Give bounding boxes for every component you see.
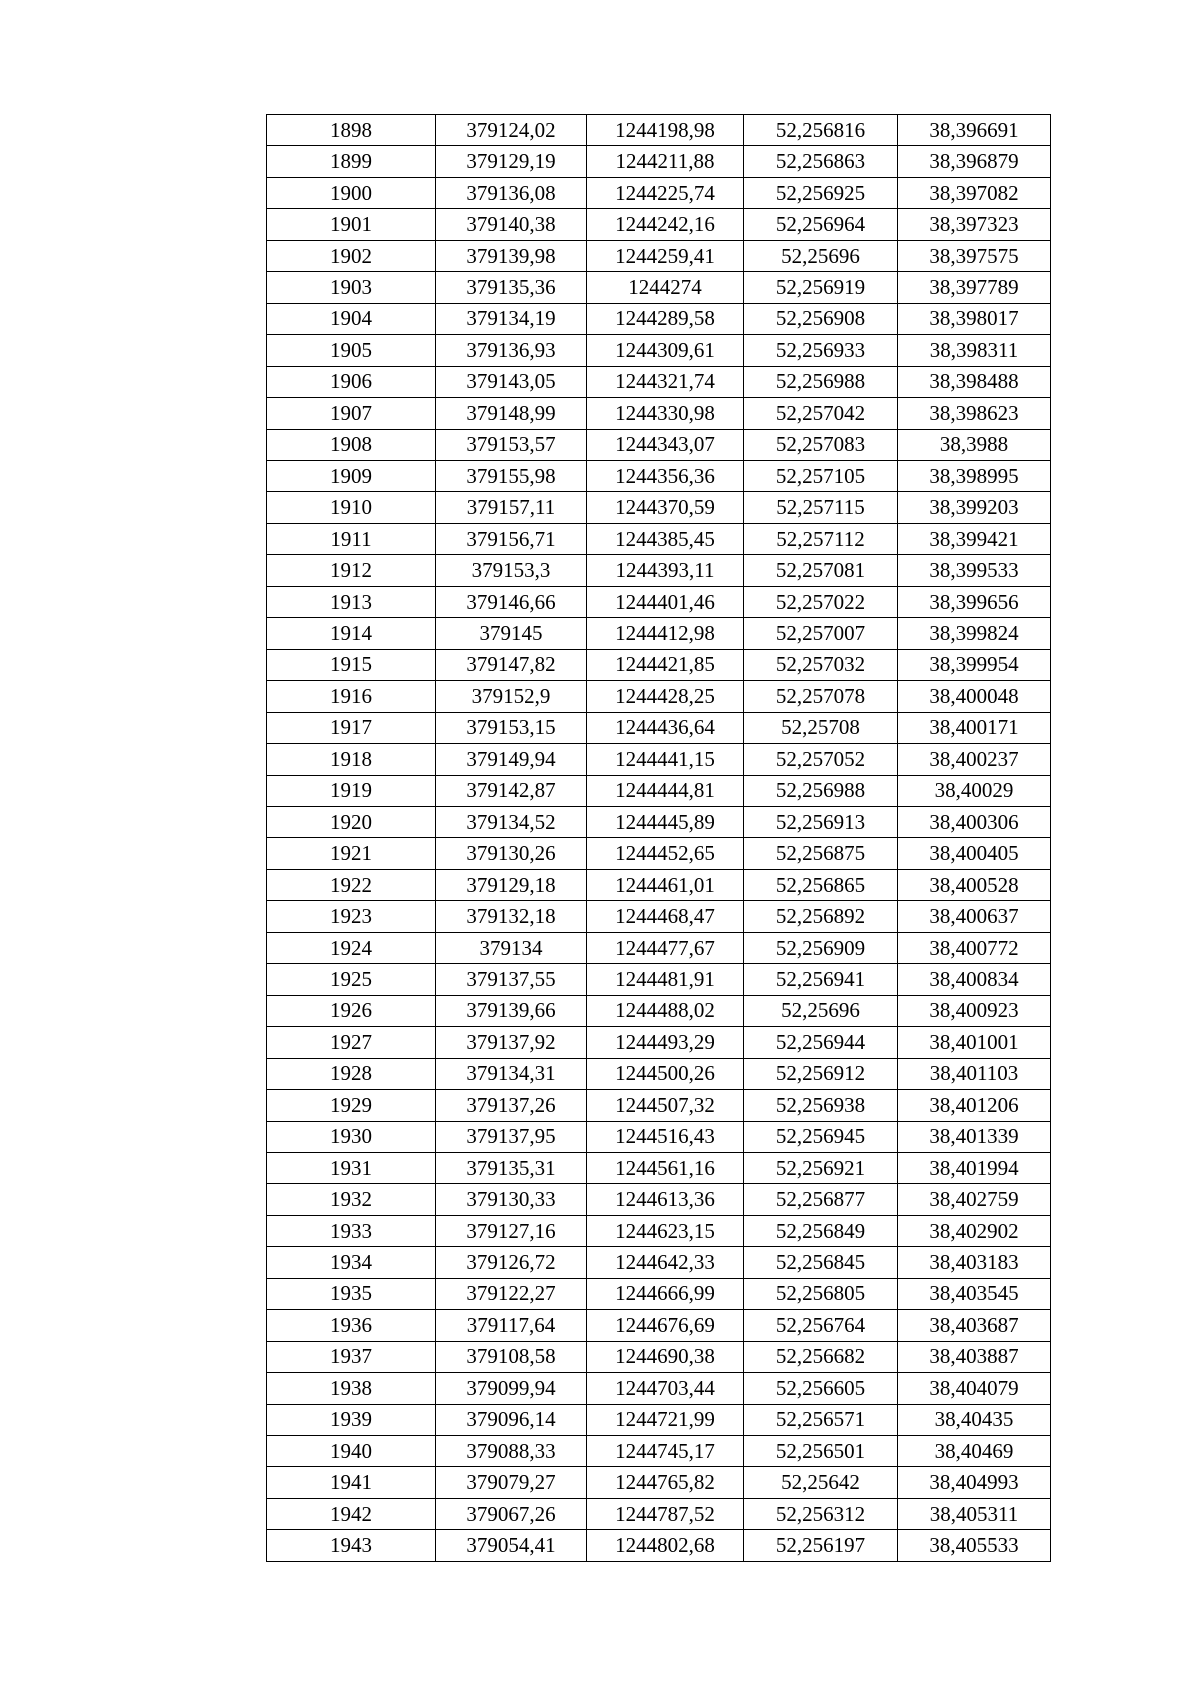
x-coordinate-cell: 379137,26 xyxy=(436,1090,587,1121)
latitude-cell: 52,256865 xyxy=(744,869,898,900)
y-coordinate-cell: 1244802,68 xyxy=(587,1530,744,1561)
point-number-cell: 1934 xyxy=(267,1247,436,1278)
x-coordinate-cell: 379145 xyxy=(436,618,587,649)
table-row xyxy=(267,712,1051,743)
longitude-cell: 38,3988 xyxy=(898,429,1051,460)
x-coordinate-cell: 379134,19 xyxy=(436,303,587,334)
y-coordinate-cell: 1244211,88 xyxy=(587,146,744,177)
x-coordinate-cell: 379139,66 xyxy=(436,995,587,1026)
table-row xyxy=(267,1373,1051,1404)
y-coordinate-cell: 1244477,67 xyxy=(587,932,744,963)
latitude-cell: 52,256197 xyxy=(744,1530,898,1561)
x-coordinate-cell: 379142,87 xyxy=(436,775,587,806)
point-number-cell: 1904 xyxy=(267,303,436,334)
longitude-cell: 38,397575 xyxy=(898,240,1051,271)
x-coordinate-cell: 379148,99 xyxy=(436,398,587,429)
table-row xyxy=(267,618,1051,649)
x-coordinate-cell: 379153,15 xyxy=(436,712,587,743)
coordinates-table-body xyxy=(267,115,1051,1562)
longitude-cell: 38,405311 xyxy=(898,1498,1051,1529)
latitude-cell: 52,256312 xyxy=(744,1498,898,1529)
longitude-cell: 38,398017 xyxy=(898,303,1051,334)
latitude-cell: 52,256682 xyxy=(744,1341,898,1372)
y-coordinate-cell: 1244745,17 xyxy=(587,1436,744,1467)
table-row xyxy=(267,303,1051,334)
table-row xyxy=(267,869,1051,900)
point-number-cell: 1939 xyxy=(267,1404,436,1435)
latitude-cell: 52,256945 xyxy=(744,1121,898,1152)
latitude-cell: 52,256605 xyxy=(744,1373,898,1404)
x-coordinate-cell: 379153,57 xyxy=(436,429,587,460)
latitude-cell: 52,256892 xyxy=(744,901,898,932)
y-coordinate-cell: 1244561,16 xyxy=(587,1152,744,1183)
table-row xyxy=(267,806,1051,837)
y-coordinate-cell: 1244500,26 xyxy=(587,1058,744,1089)
point-number-cell: 1921 xyxy=(267,838,436,869)
point-number-cell: 1925 xyxy=(267,964,436,995)
latitude-cell: 52,256938 xyxy=(744,1090,898,1121)
table-row xyxy=(267,1341,1051,1372)
x-coordinate-cell: 379067,26 xyxy=(436,1498,587,1529)
latitude-cell: 52,256764 xyxy=(744,1310,898,1341)
longitude-cell: 38,40029 xyxy=(898,775,1051,806)
y-coordinate-cell: 1244666,99 xyxy=(587,1278,744,1309)
x-coordinate-cell: 379136,93 xyxy=(436,335,587,366)
table-row xyxy=(267,901,1051,932)
latitude-cell: 52,257115 xyxy=(744,492,898,523)
table-row xyxy=(267,492,1051,523)
longitude-cell: 38,398995 xyxy=(898,460,1051,491)
y-coordinate-cell: 1244370,59 xyxy=(587,492,744,523)
latitude-cell: 52,257007 xyxy=(744,618,898,649)
point-number-cell: 1931 xyxy=(267,1152,436,1183)
point-number-cell: 1929 xyxy=(267,1090,436,1121)
latitude-cell: 52,257078 xyxy=(744,681,898,712)
latitude-cell: 52,256571 xyxy=(744,1404,898,1435)
point-number-cell: 1903 xyxy=(267,272,436,303)
longitude-cell: 38,400048 xyxy=(898,681,1051,712)
latitude-cell: 52,256925 xyxy=(744,177,898,208)
table-row xyxy=(267,1404,1051,1435)
latitude-cell: 52,256921 xyxy=(744,1152,898,1183)
y-coordinate-cell: 1244385,45 xyxy=(587,523,744,554)
table-row xyxy=(267,146,1051,177)
x-coordinate-cell: 379054,41 xyxy=(436,1530,587,1561)
y-coordinate-cell: 1244242,16 xyxy=(587,209,744,240)
point-number-cell: 1910 xyxy=(267,492,436,523)
latitude-cell: 52,256912 xyxy=(744,1058,898,1089)
longitude-cell: 38,399533 xyxy=(898,555,1051,586)
y-coordinate-cell: 1244428,25 xyxy=(587,681,744,712)
longitude-cell: 38,396879 xyxy=(898,146,1051,177)
latitude-cell: 52,256908 xyxy=(744,303,898,334)
longitude-cell: 38,405533 xyxy=(898,1530,1051,1561)
point-number-cell: 1898 xyxy=(267,115,436,146)
latitude-cell: 52,256933 xyxy=(744,335,898,366)
x-coordinate-cell: 379136,08 xyxy=(436,177,587,208)
y-coordinate-cell: 1244393,11 xyxy=(587,555,744,586)
latitude-cell: 52,257081 xyxy=(744,555,898,586)
longitude-cell: 38,400528 xyxy=(898,869,1051,900)
point-number-cell: 1922 xyxy=(267,869,436,900)
latitude-cell: 52,256501 xyxy=(744,1436,898,1467)
y-coordinate-cell: 1244481,91 xyxy=(587,964,744,995)
point-number-cell: 1937 xyxy=(267,1341,436,1372)
point-number-cell: 1920 xyxy=(267,806,436,837)
x-coordinate-cell: 379157,11 xyxy=(436,492,587,523)
y-coordinate-cell: 1244516,43 xyxy=(587,1121,744,1152)
longitude-cell: 38,401994 xyxy=(898,1152,1051,1183)
longitude-cell: 38,400923 xyxy=(898,995,1051,1026)
table-row xyxy=(267,1467,1051,1498)
x-coordinate-cell: 379134,52 xyxy=(436,806,587,837)
y-coordinate-cell: 1244274 xyxy=(587,272,744,303)
y-coordinate-cell: 1244412,98 xyxy=(587,618,744,649)
y-coordinate-cell: 1244721,99 xyxy=(587,1404,744,1435)
y-coordinate-cell: 1244468,47 xyxy=(587,901,744,932)
point-number-cell: 1913 xyxy=(267,586,436,617)
table-row xyxy=(267,555,1051,586)
point-number-cell: 1938 xyxy=(267,1373,436,1404)
point-number-cell: 1908 xyxy=(267,429,436,460)
y-coordinate-cell: 1244642,33 xyxy=(587,1247,744,1278)
longitude-cell: 38,397082 xyxy=(898,177,1051,208)
latitude-cell: 52,256805 xyxy=(744,1278,898,1309)
y-coordinate-cell: 1244421,85 xyxy=(587,649,744,680)
latitude-cell: 52,257032 xyxy=(744,649,898,680)
point-number-cell: 1918 xyxy=(267,744,436,775)
table-row xyxy=(267,1310,1051,1341)
longitude-cell: 38,401339 xyxy=(898,1121,1051,1152)
table-row xyxy=(267,523,1051,554)
y-coordinate-cell: 1244623,15 xyxy=(587,1215,744,1246)
longitude-cell: 38,401103 xyxy=(898,1058,1051,1089)
y-coordinate-cell: 1244441,15 xyxy=(587,744,744,775)
longitude-cell: 38,399203 xyxy=(898,492,1051,523)
point-number-cell: 1899 xyxy=(267,146,436,177)
table-row xyxy=(267,272,1051,303)
table-row xyxy=(267,1121,1051,1152)
x-coordinate-cell: 379127,16 xyxy=(436,1215,587,1246)
latitude-cell: 52,256913 xyxy=(744,806,898,837)
x-coordinate-cell: 379096,14 xyxy=(436,1404,587,1435)
y-coordinate-cell: 1244289,58 xyxy=(587,303,744,334)
point-number-cell: 1914 xyxy=(267,618,436,649)
x-coordinate-cell: 379137,55 xyxy=(436,964,587,995)
x-coordinate-cell: 379137,92 xyxy=(436,1027,587,1058)
x-coordinate-cell: 379099,94 xyxy=(436,1373,587,1404)
longitude-cell: 38,403687 xyxy=(898,1310,1051,1341)
y-coordinate-cell: 1244703,44 xyxy=(587,1373,744,1404)
table-row xyxy=(267,744,1051,775)
y-coordinate-cell: 1244401,46 xyxy=(587,586,744,617)
y-coordinate-cell: 1244436,64 xyxy=(587,712,744,743)
point-number-cell: 1919 xyxy=(267,775,436,806)
latitude-cell: 52,25642 xyxy=(744,1467,898,1498)
longitude-cell: 38,398488 xyxy=(898,366,1051,397)
longitude-cell: 38,403545 xyxy=(898,1278,1051,1309)
table-row xyxy=(267,1436,1051,1467)
x-coordinate-cell: 379129,19 xyxy=(436,146,587,177)
longitude-cell: 38,397323 xyxy=(898,209,1051,240)
y-coordinate-cell: 1244445,89 xyxy=(587,806,744,837)
x-coordinate-cell: 379079,27 xyxy=(436,1467,587,1498)
longitude-cell: 38,400306 xyxy=(898,806,1051,837)
table-row xyxy=(267,1498,1051,1529)
table-row xyxy=(267,1530,1051,1561)
x-coordinate-cell: 379155,98 xyxy=(436,460,587,491)
longitude-cell: 38,400171 xyxy=(898,712,1051,743)
x-coordinate-cell: 379135,36 xyxy=(436,272,587,303)
table-row xyxy=(267,586,1051,617)
x-coordinate-cell: 379124,02 xyxy=(436,115,587,146)
point-number-cell: 1907 xyxy=(267,398,436,429)
point-number-cell: 1911 xyxy=(267,523,436,554)
longitude-cell: 38,400772 xyxy=(898,932,1051,963)
x-coordinate-cell: 379134 xyxy=(436,932,587,963)
table-row xyxy=(267,838,1051,869)
point-number-cell: 1902 xyxy=(267,240,436,271)
x-coordinate-cell: 379139,98 xyxy=(436,240,587,271)
latitude-cell: 52,25696 xyxy=(744,995,898,1026)
latitude-cell: 52,257105 xyxy=(744,460,898,491)
longitude-cell: 38,400637 xyxy=(898,901,1051,932)
y-coordinate-cell: 1244690,38 xyxy=(587,1341,744,1372)
longitude-cell: 38,40469 xyxy=(898,1436,1051,1467)
x-coordinate-cell: 379088,33 xyxy=(436,1436,587,1467)
point-number-cell: 1915 xyxy=(267,649,436,680)
latitude-cell: 52,256988 xyxy=(744,366,898,397)
y-coordinate-cell: 1244343,07 xyxy=(587,429,744,460)
longitude-cell: 38,396691 xyxy=(898,115,1051,146)
x-coordinate-cell: 379137,95 xyxy=(436,1121,587,1152)
table-row xyxy=(267,335,1051,366)
x-coordinate-cell: 379147,82 xyxy=(436,649,587,680)
y-coordinate-cell: 1244488,02 xyxy=(587,995,744,1026)
latitude-cell: 52,257052 xyxy=(744,744,898,775)
x-coordinate-cell: 379117,64 xyxy=(436,1310,587,1341)
latitude-cell: 52,256875 xyxy=(744,838,898,869)
latitude-cell: 52,256909 xyxy=(744,932,898,963)
y-coordinate-cell: 1244225,74 xyxy=(587,177,744,208)
latitude-cell: 52,256845 xyxy=(744,1247,898,1278)
x-coordinate-cell: 379135,31 xyxy=(436,1152,587,1183)
table-row xyxy=(267,1152,1051,1183)
coordinates-table xyxy=(266,114,1051,1562)
point-number-cell: 1928 xyxy=(267,1058,436,1089)
point-number-cell: 1923 xyxy=(267,901,436,932)
x-coordinate-cell: 379108,58 xyxy=(436,1341,587,1372)
y-coordinate-cell: 1244198,98 xyxy=(587,115,744,146)
longitude-cell: 38,400834 xyxy=(898,964,1051,995)
y-coordinate-cell: 1244461,01 xyxy=(587,869,744,900)
y-coordinate-cell: 1244493,29 xyxy=(587,1027,744,1058)
point-number-cell: 1927 xyxy=(267,1027,436,1058)
longitude-cell: 38,404993 xyxy=(898,1467,1051,1498)
longitude-cell: 38,398623 xyxy=(898,398,1051,429)
table-row xyxy=(267,1247,1051,1278)
table-row xyxy=(267,460,1051,491)
longitude-cell: 38,401001 xyxy=(898,1027,1051,1058)
point-number-cell: 1941 xyxy=(267,1467,436,1498)
x-coordinate-cell: 379130,26 xyxy=(436,838,587,869)
longitude-cell: 38,400237 xyxy=(898,744,1051,775)
latitude-cell: 52,256816 xyxy=(744,115,898,146)
x-coordinate-cell: 379132,18 xyxy=(436,901,587,932)
y-coordinate-cell: 1244765,82 xyxy=(587,1467,744,1498)
point-number-cell: 1906 xyxy=(267,366,436,397)
y-coordinate-cell: 1244787,52 xyxy=(587,1498,744,1529)
x-coordinate-cell: 379156,71 xyxy=(436,523,587,554)
x-coordinate-cell: 379149,94 xyxy=(436,744,587,775)
y-coordinate-cell: 1244321,74 xyxy=(587,366,744,397)
point-number-cell: 1924 xyxy=(267,932,436,963)
latitude-cell: 52,257083 xyxy=(744,429,898,460)
latitude-cell: 52,256877 xyxy=(744,1184,898,1215)
table-row xyxy=(267,964,1051,995)
table-row xyxy=(267,681,1051,712)
longitude-cell: 38,397789 xyxy=(898,272,1051,303)
longitude-cell: 38,40435 xyxy=(898,1404,1051,1435)
table-row xyxy=(267,115,1051,146)
x-coordinate-cell: 379152,9 xyxy=(436,681,587,712)
longitude-cell: 38,402759 xyxy=(898,1184,1051,1215)
table-row xyxy=(267,932,1051,963)
table-row xyxy=(267,398,1051,429)
point-number-cell: 1900 xyxy=(267,177,436,208)
table-row xyxy=(267,1278,1051,1309)
x-coordinate-cell: 379134,31 xyxy=(436,1058,587,1089)
latitude-cell: 52,256988 xyxy=(744,775,898,806)
table-row xyxy=(267,1184,1051,1215)
longitude-cell: 38,399954 xyxy=(898,649,1051,680)
latitude-cell: 52,257042 xyxy=(744,398,898,429)
longitude-cell: 38,399421 xyxy=(898,523,1051,554)
table-row xyxy=(267,775,1051,806)
latitude-cell: 52,257112 xyxy=(744,523,898,554)
point-number-cell: 1926 xyxy=(267,995,436,1026)
latitude-cell: 52,256944 xyxy=(744,1027,898,1058)
longitude-cell: 38,399656 xyxy=(898,586,1051,617)
table-row xyxy=(267,1027,1051,1058)
y-coordinate-cell: 1244676,69 xyxy=(587,1310,744,1341)
x-coordinate-cell: 379143,05 xyxy=(436,366,587,397)
table-row xyxy=(267,1058,1051,1089)
longitude-cell: 38,404079 xyxy=(898,1373,1051,1404)
point-number-cell: 1901 xyxy=(267,209,436,240)
x-coordinate-cell: 379146,66 xyxy=(436,586,587,617)
table-row xyxy=(267,240,1051,271)
point-number-cell: 1905 xyxy=(267,335,436,366)
y-coordinate-cell: 1244507,32 xyxy=(587,1090,744,1121)
point-number-cell: 1940 xyxy=(267,1436,436,1467)
point-number-cell: 1936 xyxy=(267,1310,436,1341)
latitude-cell: 52,256863 xyxy=(744,146,898,177)
point-number-cell: 1930 xyxy=(267,1121,436,1152)
y-coordinate-cell: 1244452,65 xyxy=(587,838,744,869)
latitude-cell: 52,256849 xyxy=(744,1215,898,1246)
latitude-cell: 52,256941 xyxy=(744,964,898,995)
point-number-cell: 1912 xyxy=(267,555,436,586)
point-number-cell: 1933 xyxy=(267,1215,436,1246)
x-coordinate-cell: 379122,27 xyxy=(436,1278,587,1309)
y-coordinate-cell: 1244356,36 xyxy=(587,460,744,491)
y-coordinate-cell: 1244444,81 xyxy=(587,775,744,806)
latitude-cell: 52,256919 xyxy=(744,272,898,303)
point-number-cell: 1942 xyxy=(267,1498,436,1529)
latitude-cell: 52,256964 xyxy=(744,209,898,240)
y-coordinate-cell: 1244330,98 xyxy=(587,398,744,429)
longitude-cell: 38,403183 xyxy=(898,1247,1051,1278)
table-row xyxy=(267,429,1051,460)
longitude-cell: 38,402902 xyxy=(898,1215,1051,1246)
latitude-cell: 52,25708 xyxy=(744,712,898,743)
y-coordinate-cell: 1244259,41 xyxy=(587,240,744,271)
table-row xyxy=(267,366,1051,397)
latitude-cell: 52,25696 xyxy=(744,240,898,271)
table-row xyxy=(267,1215,1051,1246)
y-coordinate-cell: 1244613,36 xyxy=(587,1184,744,1215)
table-row xyxy=(267,649,1051,680)
point-number-cell: 1909 xyxy=(267,460,436,491)
point-number-cell: 1932 xyxy=(267,1184,436,1215)
x-coordinate-cell: 379129,18 xyxy=(436,869,587,900)
longitude-cell: 38,398311 xyxy=(898,335,1051,366)
longitude-cell: 38,399824 xyxy=(898,618,1051,649)
x-coordinate-cell: 379153,3 xyxy=(436,555,587,586)
table-row xyxy=(267,209,1051,240)
point-number-cell: 1916 xyxy=(267,681,436,712)
point-number-cell: 1917 xyxy=(267,712,436,743)
table-row xyxy=(267,995,1051,1026)
table-row xyxy=(267,1090,1051,1121)
x-coordinate-cell: 379130,33 xyxy=(436,1184,587,1215)
point-number-cell: 1943 xyxy=(267,1530,436,1561)
longitude-cell: 38,401206 xyxy=(898,1090,1051,1121)
table-row xyxy=(267,177,1051,208)
longitude-cell: 38,400405 xyxy=(898,838,1051,869)
x-coordinate-cell: 379126,72 xyxy=(436,1247,587,1278)
longitude-cell: 38,403887 xyxy=(898,1341,1051,1372)
x-coordinate-cell: 379140,38 xyxy=(436,209,587,240)
point-number-cell: 1935 xyxy=(267,1278,436,1309)
y-coordinate-cell: 1244309,61 xyxy=(587,335,744,366)
latitude-cell: 52,257022 xyxy=(744,586,898,617)
